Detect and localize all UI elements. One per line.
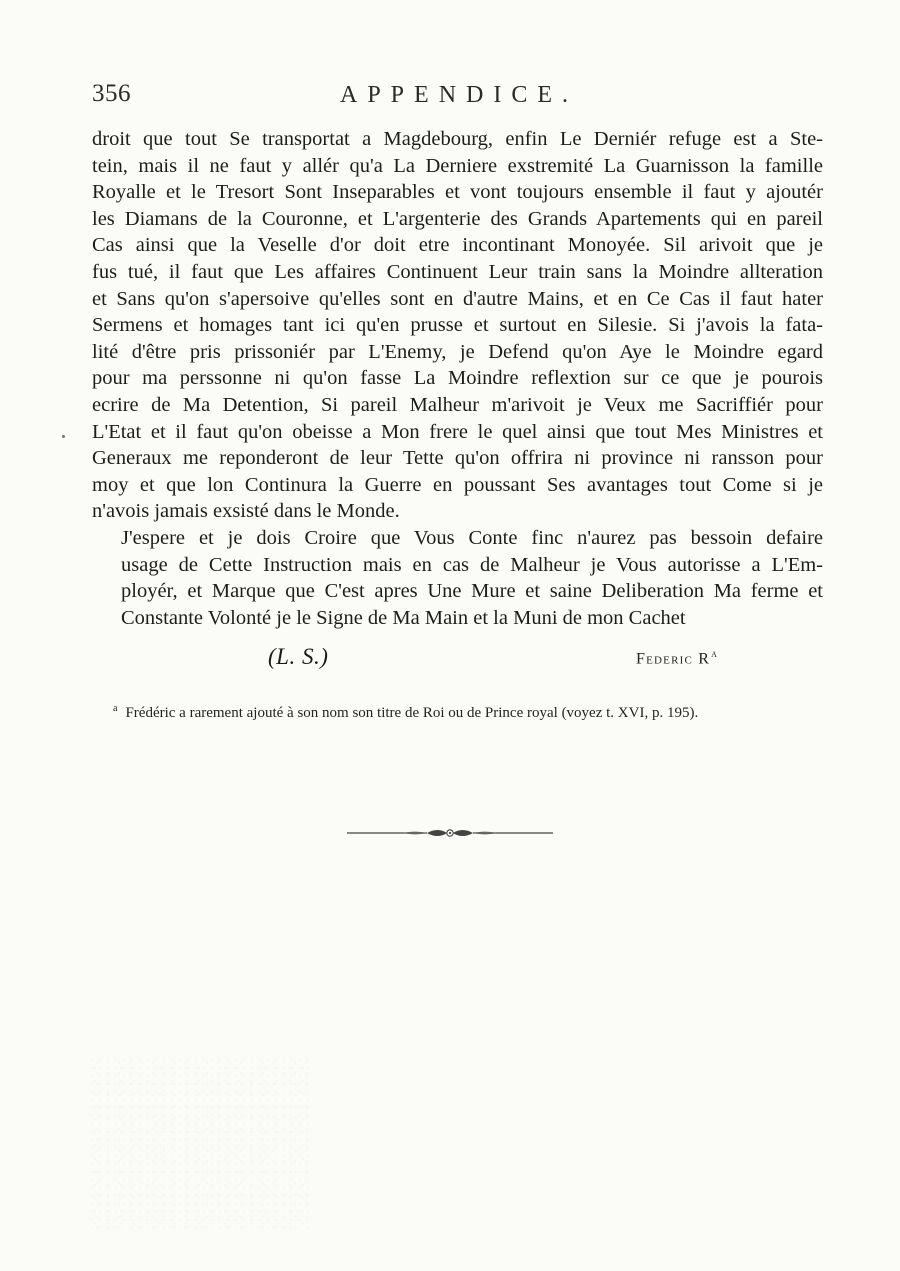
decorative-rule-icon	[345, 826, 555, 840]
footnote-marker: a	[113, 703, 118, 714]
paragraph-2-line: usage de Cette Instruction mais en cas de Malheur je Vous autorisse a L'Em-	[121, 553, 823, 576]
signature-footnote-marker: a	[711, 648, 719, 660]
paragraph-1-line: Cas ainsi que la Veselle d'or doit etre incontinant Monoyée. Sil arivoit que je	[92, 234, 823, 257]
page-number: 356	[92, 80, 131, 107]
paragraph-1-line: et Sans qu'on s'apersoive qu'elles sont en d'autre Mains, et en Ce Cas il faut hater	[92, 287, 823, 310]
paragraph-1-line: lité d'être pris prissoniér par L'Enemy, je Defend qu'on Aye le Moindre egard	[92, 340, 823, 363]
footnote-text: Frédéric a rarement ajouté à son nom son titre de Roi ou de Prince royal (voyez t. XVI, p. 195).	[125, 705, 699, 721]
paragraph-1	[92, 126, 823, 525]
paper-texture	[90, 1058, 310, 1228]
paragraph-2-line: Constante Volonté je le Signe de Ma Main et la Muni de mon Cachet	[121, 606, 686, 629]
page-header	[92, 80, 832, 110]
paragraph-1-line: pour ma perssonne ni qu'on fasse La Moindre reflextion sur ce que je pourois	[92, 367, 823, 390]
paragraph-1-line: tein, mais il ne faut y allér qu'a La Derniere exstremité La Guarnisson la famille	[92, 154, 823, 177]
body-text	[92, 126, 823, 631]
paragraph-1-line: Royalle et le Tresort Sont Inseparables et vont toujours ensemble il faut y ajoutér	[92, 181, 823, 204]
paragraph-2-line: J'espere et je dois Croire que Vous Conte finc n'aurez pas bessoin defaire	[121, 526, 823, 549]
signature-block	[92, 644, 823, 674]
running-head: APPENDICE.	[340, 82, 579, 108]
paragraph-2-line: ployér, et Marque que C'est apres Une Mure et saine Deliberation Ma ferme et	[121, 580, 823, 603]
paragraph-1-line: ecrire de Ma Detention, Si pareil Malheur m'arivoit je Veux me Sacriffiér pour	[92, 393, 823, 416]
paragraph-1-line: fus tué, il faut que Les affaires Continuent Leur train sans la Moindre allteration	[92, 260, 823, 283]
paragraph-1-line: L'Etat et il faut qu'on obeisse a Mon frere le quel ainsi que tout Mes Ministres et	[92, 420, 823, 443]
signature-name	[636, 648, 718, 668]
paragraph-1-line: n'avois jamais exsisté dans le Monde.	[92, 500, 400, 523]
paragraph-1-line: les Diamans de la Couronne, et L'argenterie des Grands Apartements qui en pareil	[92, 207, 823, 230]
paragraph-1-line: Generaux me reponderont de leur Tette qu'on offrira ni province ni ransson pour	[92, 447, 823, 470]
paragraph-2	[92, 525, 823, 631]
seal-label: (L. S.)	[268, 644, 329, 669]
signature-name-text: Federic R	[636, 650, 711, 668]
paragraph-1-line: moy et que lon Continura la Guerre en poussant Ses avantages tout Come si je	[92, 473, 823, 496]
paragraph-1-line: droit que tout Se transportat a Magdebourg, enfin Le Derniér refuge est a Ste-	[92, 128, 823, 150]
paragraph-1-line: Sermens et homages tant ici qu'en prusse et surtout en Silesie. Si j'avois la fata-	[92, 314, 823, 337]
page-speckle	[62, 435, 65, 438]
footnote	[92, 699, 823, 723]
